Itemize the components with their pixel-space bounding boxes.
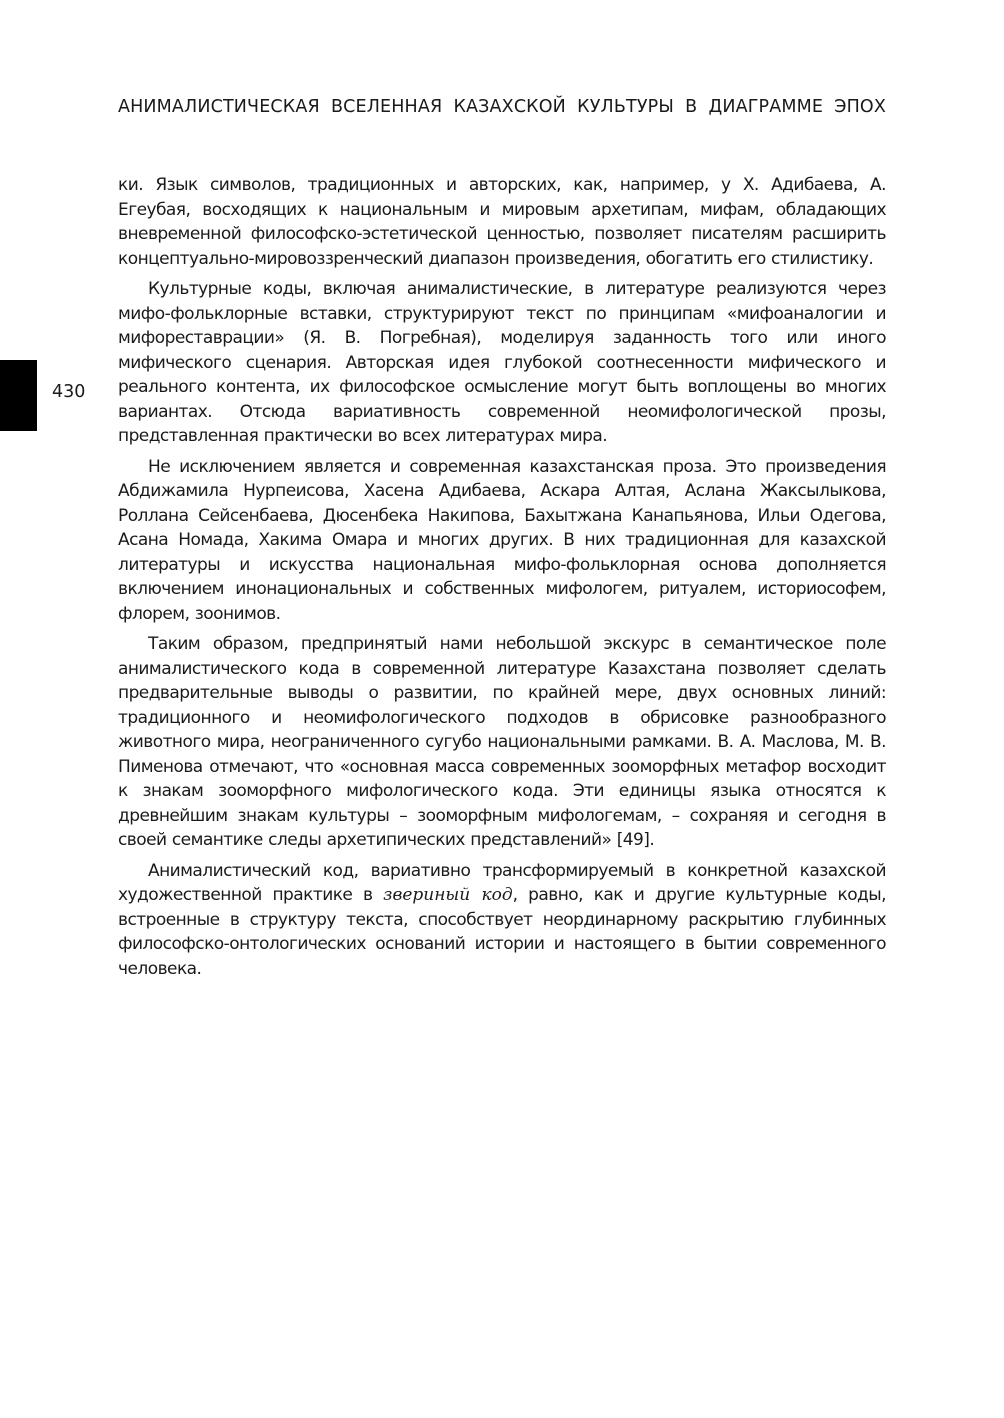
- paragraph-cultural-codes: Культурные коды, включая анималистические, в литературе реализуются через мифо-фольклорные вставки, структурируют текст по принципам «мифоаналогии и мифореставрации» (Я. В. Погребная), моделируя заданность того или иного мифического сценария. Авторская идея глубокой соотнесенности мифического и реального контента, их философское осмысление могут быть воплощены во многих вариантах. Отсюда вариативность современной неомифологической прозы, представленная практически во всех литературах мира.: [118, 279, 886, 446]
- paragraph-continuation: ки. Язык символов, традиционных и авторских, как, например, у Х. Адибаева, А. Егеубая, восходящих к национальным и мировым архетипам, мифам, обладающих вневременной философско-эстетической ценностью, позволяет писателям расширить концептуально-мировоззренческий диапазон произведения, обогатить его стилистику.: [118, 175, 886, 269]
- running-header: АНИМАЛИСТИЧЕСКАЯ ВСЕЛЕННАЯ КАЗАХСКОЙ КУЛЬТУРЫ В ДИАГРАММЕ ЭПОХ: [118, 97, 886, 117]
- paragraph-conclusions: Таким образом, предпринятый нами небольшой экскурс в семантическое поле анималистического кода в современной литературе Казахстана позволяет сделать предварительные выводы о развитии, по крайней мере, двух основных линий: традиционного и неомифологического подходов в обрисовке разнообразного животного мира, неограниченного сугубо национальными рамками. В. А. Маслова, М. В. Пименова отмечают, что «основная масса современных зооморфных метафор восходит к знакам зооморфного мифологического кода. Эти единицы языка относятся к древнейшим знакам культуры – зооморфным мифологемам, – сохраняя и сегодня в своей семантике следы архетипических представлений» [49].: [118, 634, 886, 850]
- paragraph-animalistic-code: [118, 859, 886, 982]
- main-text: [118, 173, 886, 987]
- page-number: 430: [52, 382, 86, 402]
- emphasis-term: звериный код: [383, 885, 513, 905]
- paragraph-kazakh-prose: Не исключением является и современная казахстанская проза. Это произведения Абдижамила Нурпеисова, Хасена Адибаева, Аскара Алтая, Аслана Жаксылыкова, Роллана Сейсенбаева, Дюсенбека Накипова, Бахытжана Канапьянова, Ильи Одегова, Асана Номада, Хакима Омара и многих других. В них традиционная для казахской литературы и искусства национальная мифо-фольклорная основа дополняется включением инонациональных и собственных мифологем, ритуалем, историософем, флорем, зоонимов.: [118, 456, 886, 624]
- page-edge-tab: [0, 360, 37, 431]
- paragraph-text-before: Анималистический код, вариативно трансформируемый в конкретной казахской художественной практике в: [118, 860, 886, 905]
- paragraph-text-after: , равно, как и другие культурные коды, встроенные в структуру текста, способствует неординарному раскрытию глубинных философско-онтологических оснований истории и настоящего в бытии современного человека.: [118, 885, 886, 979]
